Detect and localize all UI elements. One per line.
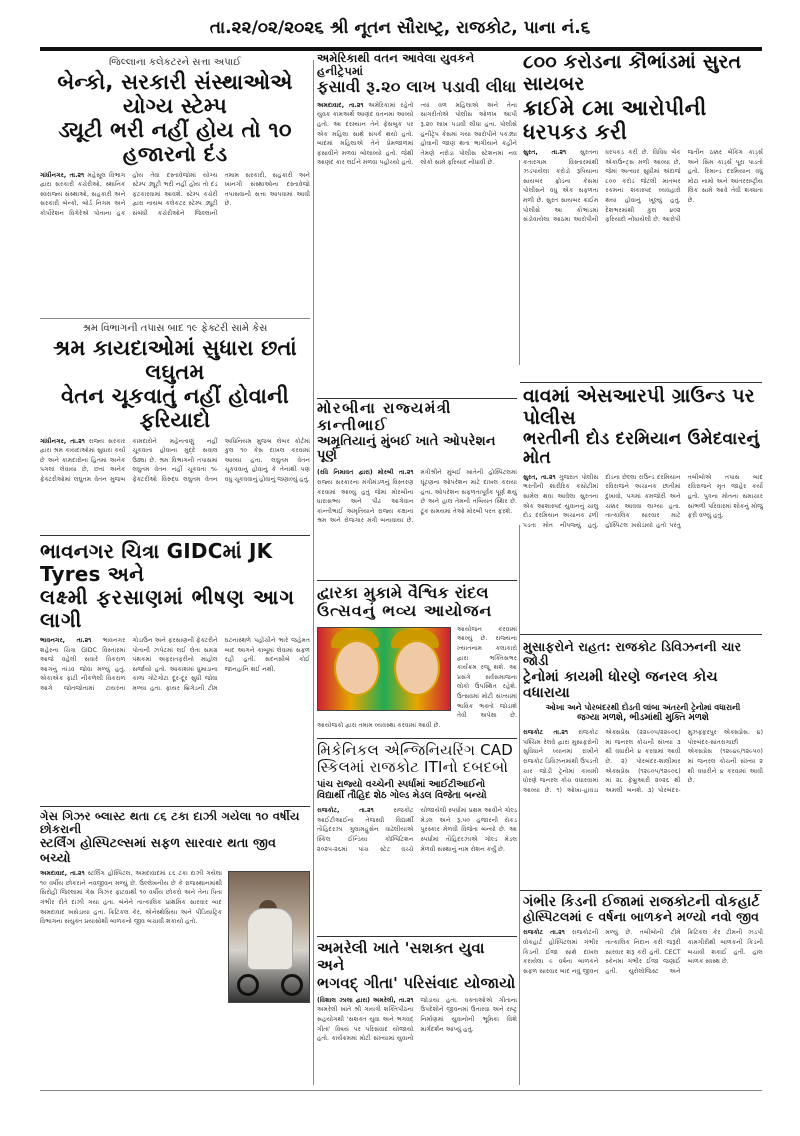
section-rule [520,890,762,891]
article-morbi-minister [317,400,517,578]
subheadline-line-2: જગ્યા મળશે, ભીડમાંથી મુક્તિ મળશે [577,712,709,723]
headline-line-1: શ્રમ કાયદાઓમાં સુધારા છતાં લઘુતમ [53,336,297,385]
article-body [317,625,517,731]
dateline: રાજકોટ તા.૨૧ [523,929,565,937]
deity-face-icon [394,640,440,696]
column-divider-right-top [519,160,520,365]
article-body [317,468,517,526]
dateline: અમદાવાદ, તા.૨૧ [40,870,85,878]
subheadline-line-1: ઓખા અને પોરબંદરથી દોડતી લાંબા અંતરની ટ્રેનોમાં વધારાની [545,702,741,712]
headline-line-1: દ્વારકા મુકામે વૈશ્વિક રાંદલ [317,584,489,602]
subheadline-line-1: પાંચ રાજ્યો વચ્ચેની સ્પર્ધામાં આઈટીઆઈનો [317,778,486,790]
article-headline [40,336,310,433]
article-headline [523,894,763,924]
headline-line-2: સ્ટર્લિંગ હોસ્પિટલ્સમાં સફળ સારવાર થતા જીવ બચ્યો [40,835,277,865]
article-headline [523,640,763,701]
dateline: ગાંધીનગર, તા.૨૧ [40,171,85,179]
article-surat-cyber [523,52,763,357]
headline-line-1: મિકેનિકલ એન્જિનિયરિંગ CAD [317,742,513,759]
dateline: રાજકોટ, તા.૨૧ [317,807,374,815]
section-rule [317,738,517,739]
dateline: અમદાવાદ, તા.૨૧ [317,101,364,109]
byline: (વિશાલ ઝાલા દ્વારા) [317,996,370,1004]
headline-line-1: ૮૦૦ કરોડના કૌભાંડમાં સુરત સાયબર [523,52,742,95]
article-body [523,928,763,976]
article-headline [317,940,517,992]
article-body [523,473,763,531]
dateline: અમરેલી, તા.૨૧ [372,996,414,1004]
headline-line-2: ટ્રેનોમાં કાયમી ધોરણે જનરલ કોચ વધારાયા [523,668,718,701]
section-rule [317,398,517,399]
article-text: સ્ટર્લિંગ હોસ્પિટલ, અમદાવાદમાં ૮૬ ટકા દાઝી ગયેલા ૧૦ વર્ષીય છોકરાને નવજીવન મળ્યું છે. ઉલ્લેખનીય છે કે રાજસ્થાનમાંથી સિરોહી જિલ્લામાં ગેસ ગિઝર ફાટવાથી ૧૦ વર્ષીય છોકરો અને તેના પિતા ગંભીર રીતે દાઝી ગયા હતા. બંનેને તાત્કાલિક પ્રાથમિક સારવાર બાદ અમદાવાદ ખસેડાયા હતા. ક્રિટિકલ કેર, એનેસ્થેસિયા અને પીડિયાટ્રિક વિભાગના સંયુક્ત પ્રયાસોથી બાળકનો જીવ બચાવી શકાયો હતો. [40,870,223,926]
headline-line-1: મોરબીના રાજ્યમંત્રી કાન્તીભાઈ [317,400,452,435]
article-text: અમેરિકામાં રહેતો યુવક કામઅર્થે આણંદ વતનમાં આવ્યો હતો. આ દરમ્યાન તેને ફેસબુક પર એક મહિલા સાથે સંપર્ક થયો હતો. બાદમાં મહિલાએ તેને પ્રેમજાળમાં ફસાવીને મળવા બોલાવ્યો હતો. જેથી આણંદ કાર લઈને મળવા પહોંચ્યો હતો. ત્યાં વળ મહિલાએ અને તેના સાગરીતોએ પોલીસ ઓળખ આપી રૂ.૨૦ લાખ પડાવી લીધા હતા. પોલીસે હનીટ્રેપ કેસમાં ગયા આરોપીને પકડ્યા હોવાની જાણ થતા ભાગીયાને કહીને તેમણે નરોડા પોલીસ સ્ટેશનમાં નવ લોકો સામે ફરિયાદ નોંધાવી છે. [317,101,517,167]
article-text: આયોજન કરવામાં આવ્યું છે. રાજ્યના ખ્યાતનામ કલાકારો દ્વારા ભક્તિસભર કાર્યક્રમ રજૂ થશે. આ પ્રસંગે સર્વસમાજના લોકો ઉપસ્થિત રહેશે. ઉત્સવમાં મોટી સંખ્યામાં ભાવિક ભક્તો જોડાશે તેવી અપેક્ષા છે. આયોજકો દ્વારા તમામ વ્યવસ્થા કરવામાં આવી છે. [317,625,517,729]
article-body [523,728,763,795]
subheadline-line-2: વિદ્યાર્થી તૌહિદ શેઠ ગોલ્ડ મેડલ વિજેતા બન્યો [317,790,487,802]
article-kicker: જિલ્લાના કલેકટરને સત્તા અપાઈ [109,57,241,68]
section-rule [40,806,310,807]
headline-line-2: ભગવદ્ ગીતા' પરિસંવાદ યોજાયો [317,973,516,992]
headline-line-2: સ્કિલમાં રાજકોટ ITIનો દબદબો [317,758,509,777]
article-text: રાજકોટ પશ્ચિમ રેલવે દ્વારા મુસાફરોની સુવિધાને ધ્યાનમાં રાખીને રાજકોટ ડિવિઝનમાંથી ઉપડતી ચાર જોડી ટ્રેનોમાં કાયમી ધોરણે જનરલ કોચ વધારવામાં આવ્યા છે. ૧) ઓખા-હાવડા એક્સપ્રેસ (૨૨૯૦૫/૨૨૯૦૬) માં જનરલ કોચની સંખ્યા ૩ થી વધારીને ૪ કરવામાં આવી છે. ૨) પોરબંદર-શાલીમાર એક્સપ્રેસ (૧૨૯૦૫/૧૨૯૦૬) માં ૨૮ ફેબ્રુઆરી ૨૦૨૬ થી અમલી બનશે. ૩) પોરબંદર-મુઝફ્ફરપુર એક્સપ્રેસ. ૪) પોરબંદર-સાંતરાગાછી એક્સપ્રેસ (૧૨૯૪૯/૧૨૯૫૦) માં જનરલ કોચની સંખ્યા ૨ થી વધારીને ૪ કરવામાં આવી છે. [523,729,763,794]
dateline: મોરબી તા.૨૧ [377,469,414,477]
headline-line-2: ડ્યૂટી ભરી નહીં હોય તો ૧૦ હજારનો દંડ [58,118,292,167]
patient-photo [228,871,310,1003]
patient-icon [247,908,293,970]
dateline: રાજકોટ તા.૨૧ [523,729,569,737]
article-headline [523,386,763,469]
section-rule [40,318,310,319]
article-text: રાજ્ય સરકાર દ્વારા શ્રમ કાયદાઓમાં સુધારા કર્યા છે અને કામદારોના હિતમાં અનેક પગલાં લેવાયા છે, છતાં અનેક ફેક્ટરીઓમાં લઘુતમ વેતન મુજબ કામદારોને મહેનતાણું નહીં ચૂકવાતા હોવાના મુદ્દે સવાલ ઉઠ્યા છે. શ્રમ વિભાગની તપાસમાં લઘુતમ વેતન નહીં ચૂકવતા ૧૯ ફેક્ટરીઓ વિરુદ્ધ લઘુતમ વેતન અધિનિયમ મુજબ લેબર કોર્ટમાં કુલ ૧૦ કેસ દાખલ કરવામાં આવ્યા હતા. લઘુતમ વેતન ચૂકવવાનું હોવાનું કે તેનાથી પણ વધુ ચૂકવવાનું હોવાનું જણાવ્યું હતું. [40,437,310,483]
article-kicker: શ્રમ વિભાગની તપાસ બાદ ૧૯ ફેક્ટરી સામે કેસ [82,323,268,334]
headline-line-1: અમેરિકાથી વતન આવેલા યુવકને હનીટ્રેપમાં [317,52,475,79]
headline-line-2: હોસ્પિટલમાં ૯ વર્ષના બાળકને મળ્યો નવો જીવ [523,909,760,925]
article-text: ગુજરાત પોલીસ ભરતીની શારીરિક કસોટીમાં સામેલ થવા આવેલા સુરતના એક આશાસ્પદ યુવાનનું ચાલુ દોડ દરમિયાન અચાનક ઢળી પડતા મોત નીપજ્યું હતું. દોડના છેલ્લા રાઉન્ડ દરમિયાન રવિરાજને અચાનક છાતીમાં દુખાવો, પગમાં કમજોરી અને ચક્કર આવવા લાગ્યા હતા. તાત્કાલિક સારવાર માટે હોસ્પિટલ ખસેડાયો હતો પરંતુ તબીબોએ તપાસ બાદ રવિરાજને મૃત જાહેર કર્યો હતો. પુત્રના મોતના સમાચાર સાંભળી પરિવારમાં શોકનું મોજું ફરી વળ્યું હતું. [523,473,763,529]
article-rajkot-iti [317,742,517,917]
article-body [523,148,763,225]
article-body [317,101,517,168]
article-subheadline [317,779,517,803]
article-headline [317,400,517,464]
article-us-honeytrap [317,52,517,352]
headline-line-1: બેન્કો, સરકારી સંસ્થાઓએ યોગ્ય સ્ટેમ્પ [57,70,293,119]
headline-line-1: વાવમાં એસઆરપી ગ્રાઉન્ડ પર પોલીસ [523,386,755,429]
article-body [317,806,517,854]
article-body [40,171,310,219]
dateline: સુરત, તા.૨૧ [523,473,556,481]
masthead-rule [40,47,762,51]
article-text: રાજકોટની વોકહાર્ટ હોસ્પિટલમાં ગંભીર કિડની ઈજા સાથે દાખલ કરાયેલા ૯ વર્ષના બાળકને સફળ સારવાર બાદ નવું જીવન મળ્યું છે. તબીબોની ટીમે તાત્કાલિક નિદાન કરી જરૂરી સારવાર શરૂ કરી હતી. CECT સ્કેનમાં ગંભીર ઈજા જણાઈ હતી. યુરોલોજિસ્ટ અને ક્રિટિકલ કેર ટીમની ઝડપી કામગીરીથી બાળકની કિડની બચાવી શકાઈ હતી. હાલ બાળક સ્વસ્થ છે. [523,929,763,975]
article-headline [40,540,310,632]
page-bottom-rule [40,1090,762,1091]
article-headline [40,70,310,167]
dateline: ગાંધીનગર, તા.૨૧ [40,437,85,445]
dateline: ભાવનગર, તા.૨૧ [40,637,92,644]
article-labour-law [40,322,310,532]
masthead-title: તા.૨૨/૦૨/૨૦૨૬ શ્રી નૂતન સૌરાષ્ટ્ર, રાજકોટ, પાના નં.૬ [209,18,591,38]
headline-line-2: ક્રાઈમે ૮મા આરોપીની ધરપકડ કરી [523,95,707,144]
article-text: મહેસૂલ વિભાગ દ્વારા સરકારી કચેરીઓ, સ્થાનિક સ્વરાજ્ય સંસ્થાઓ, સહકારી અને સરકારી બેન્કો, બોર્ડ નિગમ અને કોર્પોરેશન વિગેરેએ પોતાના હક હોય તેવા દસ્તાવેજોમાં યોગ્ય સ્ટેમ્પ ડ્યૂટી ભરી નહીં હોય તો દંડ ફટકારવામાં આવશે. સ્ટેમ્પ કચેરી દ્વારા નાયબ કલેકટર સ્ટેમ્પ ડ્યૂટી સંબંધી કચેરીઓને જિલ્લાની તમામ સરકારી, સહકારી અને ખાનગી સંસ્થાઓના દસ્તાવેજો તપાસવાની સત્તા આપવામાં આવી છે. [40,171,310,217]
section-rule [317,936,517,937]
headline-line-1: અમરેલી ખાતે 'સશક્ત યુવા અને [317,940,485,975]
article-body [317,996,517,1044]
article-dwarka-festival [317,584,517,734]
headline-line-1: ગંભીર કિડની ઈજામાં રાજકોટની વોકહાર્ટ [523,894,760,910]
article-vav-srp [523,386,763,586]
article-bhavnagar-fire [40,540,310,802]
article-headline [317,52,517,97]
headline-line-1: મુસાફરોને રાહત: રાજકોટ ડિવિઝનની ચાર જોડી [523,640,742,669]
article-text: રાજકોટ આઈટીઆઈના તેજસ્વી વિદ્યાર્થી તૌહિદરઝા ગુલામહુસેન વાઢેલીયાએ સ્કિલ ઈન્ડિયા કોમ્પિટિશન ૨૦૨૫-૨૬માં પાંચ સ્ટેટ વચ્ચે યોજાયેલી સ્પર્ધામાં પ્રથમ આવીને ગોલ્ડ મેડલ અને રૂ.૫૦ હજારની રોકડ પુરસ્કાર મેળવી વિજેતા બન્યો છે. આ સ્પર્ધામાં તૌહિદરઝાએ ગોલ્ડ મેડલ મેળવી સંસ્થાનું નામ રોશન કર્યું છે. [317,807,517,853]
article-body [40,869,310,927]
dateline: સુરત, તા.૨૧ [523,148,567,156]
article-body [40,636,310,694]
article-text: અમરેલી ખાતે શ્રી ગાયત્રી શક્તિપીઠના સહયોગથી 'સશક્ત યુવા અને ભગવદ્ ગીતા' વિષય પર પરિસંવાદ યોજાયો હતો. કાર્યક્રમમાં મોટી સંખ્યામાં યુવાનો જોડાયા હતા. વક્તાઓએ ગીતાના ઉપદેશોને જીવનમાં ઉતારવા અને રાષ્ટ્ર નિર્માણમાં યુવાનોની ભૂમિકા વિશે માર્ગદર્શન આપ્યું હતું. [317,996,517,1043]
article-text: રાજ્ય સરકારના મંત્રીમંડળનું વિસ્તરણ કરવામાં આવ્યું હતું જેમાં મોરબીના ધારાસભ્ય અને પીઢ આગેવાન કાન્તીભાઈ અમૃતિયાને રાજ્ય કક્ષાના શ્રમ અને રોજગાર મંત્રી બનાવાયા છે. મંત્રીશ્રીને મુંબઈ ખાતેની હોસ્પિટલમાં ઘૂંટણના ઓપરેશન માટે દાખલ કરાયા હતા. ઓપરેશન સફળતાપૂર્વક પૂર્ણ થયું છે અને હાલ તેમની તબિયત સ્થિર છે. ટૂંક સમયમાં તેઓ મોરબી પરત ફરશે. [317,469,517,525]
section-rule [40,535,310,536]
headline-line-2: ઉત્સવનું ભવ્ય આયોજન [317,601,493,621]
article-stamp-duty [40,56,310,314]
deity-photo [317,627,451,711]
column-divider-right-bottom [519,525,520,1085]
article-text: ભાવનગર શહેરના ચિત્રા GIDC વિસ્તારમાં આજે વહેલી સવારે વિકરાળ આગનું તાંડવ જોવા મળ્યું હતું. એકાએક ફાટી નીકળેલી વિકરાળ આગે જોતજોતામાં ટાયરના ગોડાઉન અને ફરસાણની ફેક્ટરીને પોતાની ઝપેટમાં લઈ લેતા સમગ્ર પંથકમાં અફરાતફરીનો માહોલ સર્જાયો હતો. આકાશમાં ધુમાડાના કાળા ગોટેગોટા દૂર-દૂર સુધી જોવા મળ્યા હતા. ફાયર બ્રિગેડની ટીમ ઘટનાસ્થળે પહોંચીને ભારે જહેમત બાદ આગને કાબૂમાં લેવામાં સફળ રહી હતી. સદનસીબે કોઈ જાનહાનિ થઈ નથી. [40,637,310,692]
headline-line-2: અમૃતિયાનું મુંબઈ ખાતે ઓપરેશન પૂર્ણ [317,433,496,464]
wheelchair-wheel-icon [281,974,303,996]
article-text: સુરતના કતારગામ વિસ્તારમાંથી ઝડપાયેલા કરોડો રૂપિયાના સાયબર ફ્રોડના કેસમાં પોલીસને વધુ એક સફળતા મળી છે. સુરત સાયબર ક્રાઈમ પોલીસે આ કૌભાંડમાં સંડોવાયેલા આઠમા આરોપીની ધરપકડ કરી છે. વિવિધ બેંક એકાઉન્ટ્સ મળી આવ્યા છે, જેમાં અત્યાર સુધીમાં અંદાજે ૮૦૦ કરોડ જેટલી માતબર રકમના શંકાસ્પદ વ્યવહારો થયા હોવાનું ખૂલ્યું હતું. દેશભરમાંથી કુલ ૪૦૨ ફરિયાદો નોંધાયેલી છે. આરોપી જતીન ઠક્કર બેંકિંગ કાર્ડ્સ અને સિમ કાર્ડ્સ પૂરા પાડતો હતો. રિમાન્ડ દરમિયાન વધુ મોટા નામો અને આંતરરાષ્ટ્રીય લિંક સામે આવે તેવી શક્યતા છે. [523,148,763,224]
headline-line-2: વેતન ચૂકવાતું નહીં હોવાની ફરિયાદો [60,384,289,433]
article-body [40,437,310,485]
article-headline [40,810,310,865]
deity-face-icon [334,640,380,696]
headline-line-2: ભરતીની દોડ દરમિયાન ઉમેદવારનું મોત [523,428,760,469]
article-geyser-blast [40,810,310,1088]
headline-line-2: ફસાવી રૂ.૨૦ લાખ પડાવી લીધા [317,77,517,97]
article-headline [523,52,763,144]
headline-line-2: લક્ષ્મી ફરસાણમાં ભીષણ આગ લાગી [40,585,296,632]
headline-line-1: ભાવનગર ચિત્રા GIDCમાં JK Tyres અને [40,540,273,586]
wheelchair-wheel-icon [237,974,259,996]
article-headline [317,742,517,777]
section-rule [317,580,517,581]
byline: (રવિ નિમાવત દ્વારા) [317,469,373,477]
headline-line-1: ગેસ ગિઝર બ્લાસ્ટ થતા ૮૬ ટકા દાઝી ગયેલા ૧૦ વર્ષીય છોકરાની [40,810,300,837]
article-amreli-gita [317,940,517,1088]
column-divider-left [313,60,314,1085]
article-railway-coaches [523,640,763,885]
article-headline [317,584,517,621]
article-subheadline [523,703,763,724]
section-rule [520,382,762,383]
article-wockhardt-kidney [523,894,763,1088]
section-rule [520,634,762,635]
